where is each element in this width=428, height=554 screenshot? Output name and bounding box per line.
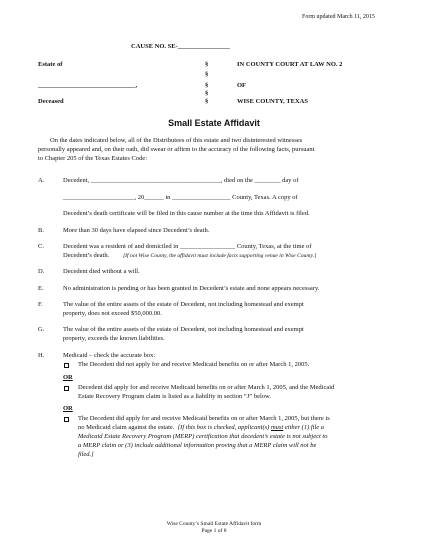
item-h-text: Medicaid – check the accurate box: <box>63 352 156 359</box>
item-letter: B. <box>38 227 44 234</box>
item-letter: A. <box>38 177 45 184</box>
medicaid-option-2-text: Estate Recovery Program claim is listed as a liability in section “J” below. <box>78 393 271 400</box>
court-name: IN COUNTY COURT AT LAW NO. 2 <box>237 61 343 68</box>
item-letter: G. <box>38 326 45 333</box>
item-c-text: Decedent’s death. <box>63 252 110 259</box>
section-symbol: § <box>205 71 209 78</box>
item-letter: H. <box>38 352 45 359</box>
item-f-text: property, does not exceed $50,000.00. <box>63 310 162 317</box>
item-b-text: More than 30 days have elapsed since Decedent’s death. <box>63 227 210 234</box>
item-c-note: [If not Wise County, the affidavit must include facts supporting venue in Wise County.] <box>123 253 317 259</box>
cause-number: CAUSE NO. SE-________________ <box>131 43 230 50</box>
intro-line: personally appeared and, on their oath, did swear or affirm to the accuracy of the following facts, pursuant <box>38 146 315 153</box>
or-divider: OR <box>63 405 73 412</box>
medicaid-option-3-instruction: [If this box is checked, applicant(s) must either (1) file a <box>177 424 325 431</box>
item-f-text: The value of the entire assets of the estate of Decedent, not including homestead and exempt <box>63 301 304 308</box>
section-symbol: § <box>205 61 209 68</box>
deceased-label: Deceased <box>38 98 64 105</box>
medicaid-option-3-text <box>78 424 324 431</box>
medicaid-option-3-text: The Decedent did apply for and receive Medicaid benefits on or after March 1, 2005, but there is <box>78 415 330 422</box>
medicaid-option-2-checkbox[interactable] <box>64 386 69 391</box>
item-g-text: property, exceeds the known liabilities. <box>63 335 165 342</box>
item-d-text: Decedent died without a will. <box>63 268 140 275</box>
court-of: OF <box>237 82 247 89</box>
medicaid-option-3-instruction: a MERP claim or (3) include additional information proving that a MERP claim will not be <box>78 442 317 449</box>
estate-of-label: Estate of <box>38 61 63 68</box>
medicaid-option-3-checkbox[interactable] <box>64 417 69 422</box>
estate-name-blank: ______________________________, <box>38 82 138 89</box>
section-symbol: § <box>205 82 209 89</box>
footer-page-number: Page 1 of 8 <box>201 528 227 534</box>
section-symbol: § <box>205 90 209 97</box>
or-divider: OR <box>63 374 73 381</box>
item-a-certificate-line: Decedent’s death certificate will be filed in this cause number at the time this Affidavit is filed. <box>63 210 310 217</box>
form-updated-date: Form updated March 11, 2015 <box>302 14 375 20</box>
item-a-date-line: ______________________, 20______ in __________________ County, Texas. A copy of <box>63 194 298 201</box>
item-g-text: The value of the entire assets of the estate of Decedent, not including homestead and exempt <box>63 326 304 333</box>
page-title: Small Estate Affidavit <box>168 118 260 128</box>
medicaid-option-2-text: Decedent did apply for and receive Medicaid benefits on or after March 1, 2005, and the Medicaid <box>78 384 335 391</box>
item-letter: C. <box>38 243 44 250</box>
intro-line: On the dates indicated below, all of the Distributees of this estate and two disinterested witnesses <box>50 137 303 144</box>
medicaid-option-3-instruction: filed.] <box>78 451 94 458</box>
medicaid-option-3-instruction: Medicaid Estate Recovery Program (MERP) certification that decedent’s estate is not subject to <box>78 433 328 440</box>
item-c-text: Decedent was a resident of and domiciled in _________________ County, Texas, at the time of <box>63 243 312 250</box>
court-county: WISE COUNTY, TEXAS <box>237 98 308 105</box>
medicaid-option-3-statement: no Medicaid claim against the estate. <box>78 424 175 431</box>
item-letter: F. <box>38 301 43 308</box>
medicaid-option-1-checkbox[interactable] <box>64 363 69 368</box>
item-e-text: No administration is pending or has been granted in Decedent’s estate and none appears necessary. <box>63 285 320 292</box>
medicaid-option-1-text: The Decedent did not apply for and receive Medicaid benefits on or after March 1, 2005. <box>78 361 310 368</box>
intro-line: to Chapter 205 of the Texas Estates Code: <box>38 155 147 162</box>
item-a-decedent-line: Decedent, ________________________________________, died on the ________ day of <box>63 177 299 184</box>
section-symbol: § <box>205 98 209 105</box>
item-letter: D. <box>38 268 45 275</box>
footer-form-name: Wise County’s Small Estate Affidavit form <box>166 521 262 527</box>
item-letter: E. <box>38 285 44 292</box>
